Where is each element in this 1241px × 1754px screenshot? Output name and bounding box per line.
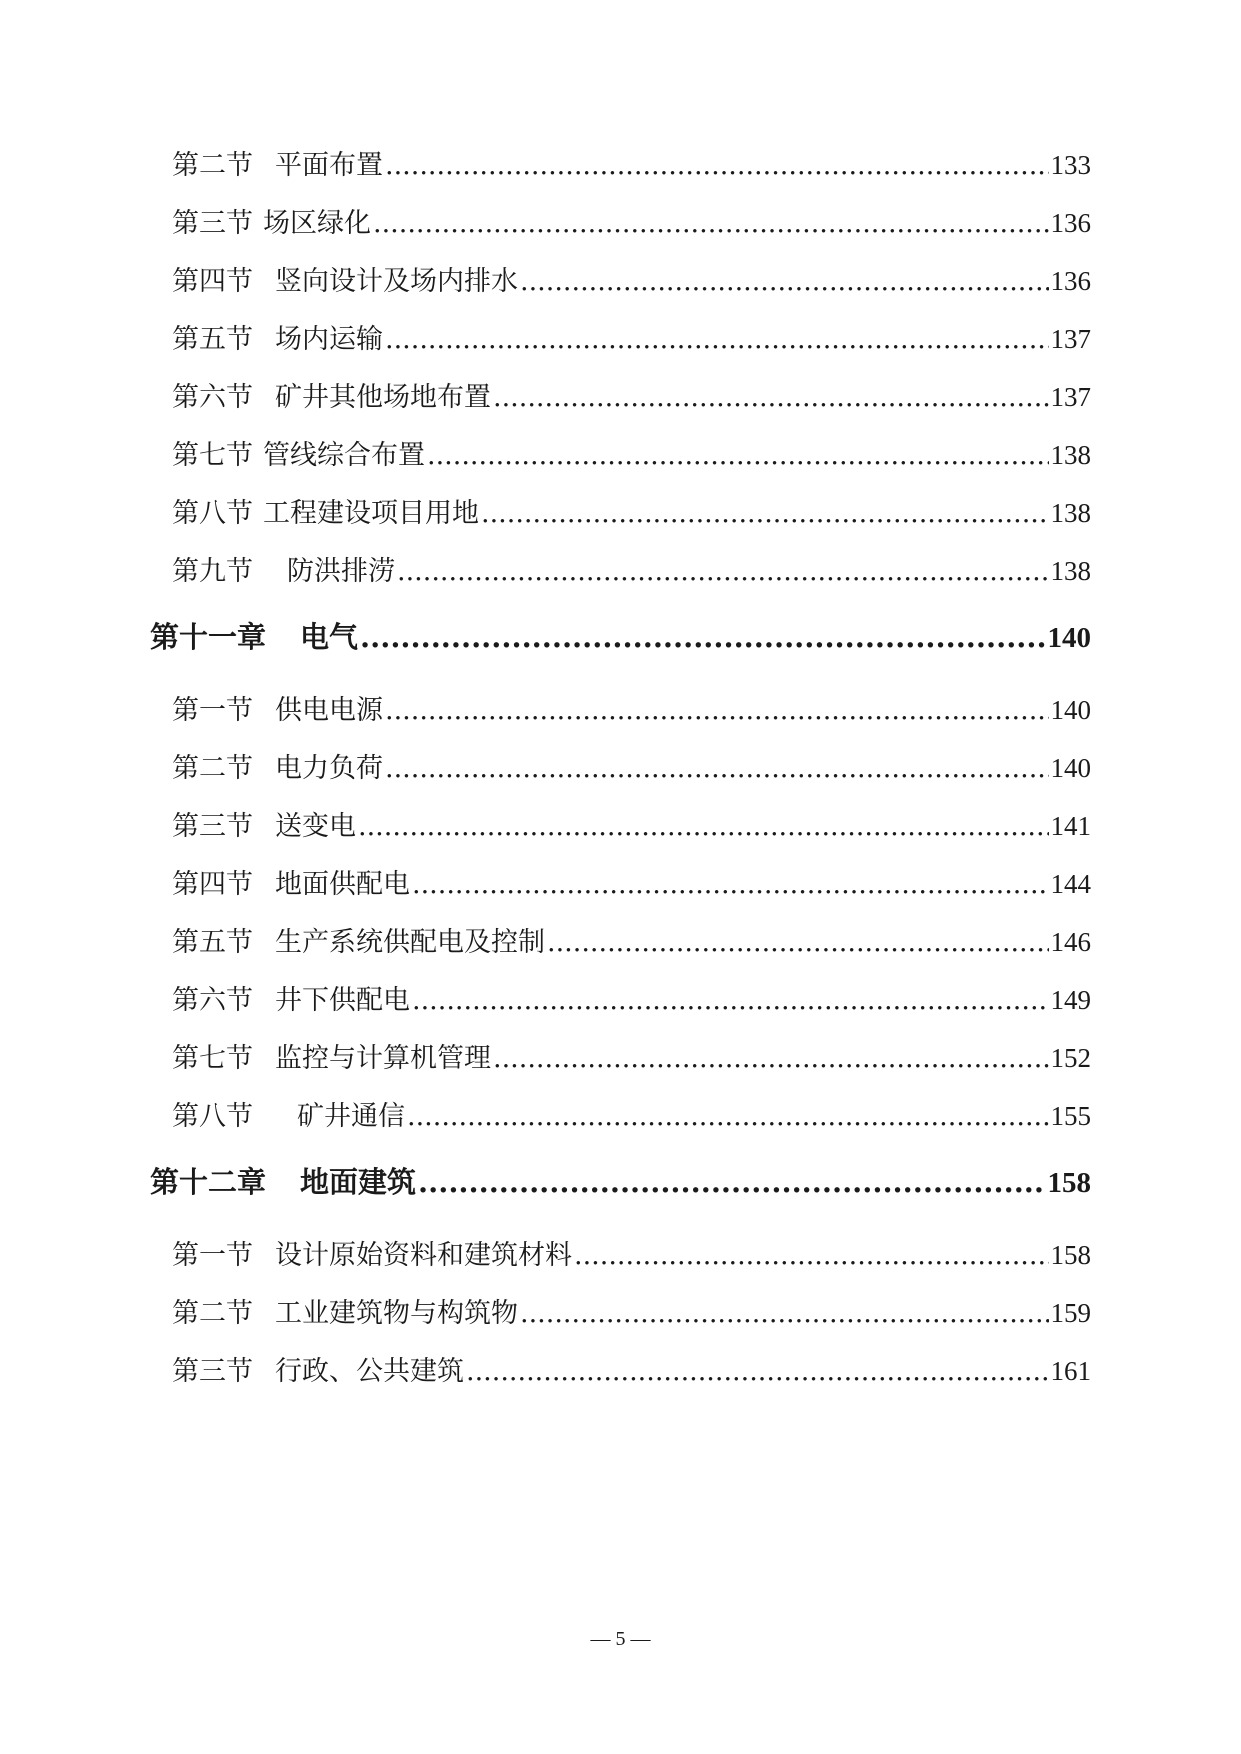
toc-dot-leader [466,1352,1049,1391]
toc-dot-leader [385,691,1049,730]
toc-entry-title: 送变电 [275,811,356,842]
toc-entry-number: 第四节 [172,869,253,900]
toc-entry-page-number: 158 [1047,1167,1091,1199]
toc-dot-leader [373,204,1049,243]
toc-chapter-entry [150,615,1091,659]
toc-section-entry [172,435,1091,475]
toc-section-entry [172,1351,1091,1391]
toc-section-entry [172,922,1091,962]
toc-entry-title: 工程建设项目用地 [263,498,479,529]
toc-entry-title: 平面布置 [275,150,383,181]
toc-entry-title: 地面建筑 [300,1165,417,1199]
toc-dot-leader [397,552,1049,591]
toc-section-entry [172,690,1091,730]
toc-entry-title: 场区绿化 [263,208,371,239]
toc-entry-number: 第三节 [172,208,253,239]
toc-entry-page-number: 140 [1050,695,1091,725]
toc-entry-page-number: 137 [1050,382,1091,412]
toc-section-entry [172,203,1091,243]
toc-dot-leader [574,1236,1049,1275]
toc-dot-leader [407,1097,1049,1136]
toc-section-entry [172,980,1091,1020]
toc-entry-number: 第五节 [172,324,253,355]
toc-entry-title: 井下供配电 [275,985,410,1016]
toc-entry-number: 第二节 [172,753,253,784]
toc-entry-number: 第五节 [172,927,253,958]
toc-entry-title: 生产系统供配电及控制 [275,927,545,958]
toc-entry-number: 第一节 [172,1240,253,1271]
toc-entry-title: 监控与计算机管理 [275,1043,491,1074]
toc-entry-page-number: 140 [1050,753,1091,783]
toc-section-entry [172,864,1091,904]
toc-section-entry [172,551,1091,591]
toc-dot-leader [520,262,1049,301]
toc-entry-number: 第十二章 [150,1165,267,1199]
toc-entry-page-number: 137 [1050,324,1091,354]
toc-dot-leader [481,494,1049,533]
toc-dot-leader [412,981,1049,1020]
toc-dot-leader [418,1160,1045,1204]
toc-entry-page-number: 136 [1050,266,1091,296]
toc-chapter-entry [150,1160,1091,1204]
toc-entry-title: 场内运输 [275,324,383,355]
toc-entry-number: 第二节 [172,150,253,181]
toc-entry-page-number: 133 [1050,150,1091,180]
toc-section-entry [172,1096,1091,1136]
toc-dot-leader [358,807,1049,846]
toc-entry-page-number: 149 [1050,985,1091,1015]
toc-section-entry [172,377,1091,417]
toc-entry-number: 第一节 [172,695,253,726]
toc-section-entry [172,319,1091,359]
toc-entry-title: 电力负荷 [275,753,383,784]
toc-entry-number: 第八节 [172,498,253,529]
toc-entry-page-number: 138 [1050,556,1091,586]
toc-dot-leader [493,1039,1049,1078]
toc-entry-title: 矿井其他场地布置 [275,382,491,413]
toc-entry-title: 行政、公共建筑 [275,1356,464,1387]
toc-dot-leader [360,615,1045,659]
toc-entry-number: 第三节 [172,1356,253,1387]
toc-entry-title: 防洪排涝 [287,556,395,587]
toc-entry-page-number: 146 [1050,927,1091,957]
toc-entry-number: 第四节 [172,266,253,297]
toc-entry-number: 第十一章 [150,620,267,654]
toc-entry-page-number: 138 [1050,498,1091,528]
toc-dot-leader [385,749,1049,788]
toc-entry-number: 第七节 [172,440,253,471]
toc-dot-leader [427,436,1049,475]
toc-entry-page-number: 140 [1047,622,1091,654]
toc-dot-leader [412,865,1049,904]
toc-section-entry [172,261,1091,301]
toc-dot-leader [385,320,1049,359]
toc-entry-page-number: 155 [1050,1101,1091,1131]
toc-entry-title: 竖向设计及场内排水 [275,266,518,297]
toc-entry-page-number: 159 [1050,1298,1091,1328]
toc-entry-number: 第八节 [172,1101,253,1132]
toc-section-entry [172,806,1091,846]
toc-entry-page-number: 141 [1050,811,1091,841]
toc-entry-number: 第二节 [172,1298,253,1329]
toc-entry-page-number: 152 [1050,1043,1091,1073]
toc-entry-title: 管线综合布置 [263,440,425,471]
toc-entry-title: 设计原始资料和建筑材料 [275,1240,572,1271]
page-number-footer: — 5 — [590,1628,651,1650]
toc-dot-leader [385,146,1049,185]
toc-entry-number: 第九节 [172,556,253,587]
toc-entry-number: 第七节 [172,1043,253,1074]
toc-entry-page-number: 136 [1050,208,1091,238]
toc-section-entry [172,748,1091,788]
toc-section-entry [172,1038,1091,1078]
toc-entry-title: 工业建筑物与构筑物 [275,1298,518,1329]
toc-entry-title: 供电电源 [275,695,383,726]
toc-entry-title: 地面供配电 [275,869,410,900]
toc-entry-page-number: 158 [1050,1240,1091,1270]
toc-dot-leader [493,378,1049,417]
toc-entry-page-number: 144 [1050,869,1091,899]
toc-entry-number: 第六节 [172,985,253,1016]
toc-section-entry [172,145,1091,185]
toc-entry-number: 第三节 [172,811,253,842]
toc-section-entry [172,1293,1091,1333]
toc-section-entry [172,1235,1091,1275]
toc-section-entry [172,493,1091,533]
toc-dot-leader [547,923,1049,962]
toc-entry-title: 矿井通信 [297,1101,405,1132]
toc-dot-leader [520,1294,1049,1333]
toc-entry-number: 第六节 [172,382,253,413]
toc-entry-page-number: 138 [1050,440,1091,470]
toc-entry-title: 电气 [300,620,359,654]
toc-entry-page-number: 161 [1050,1356,1091,1386]
